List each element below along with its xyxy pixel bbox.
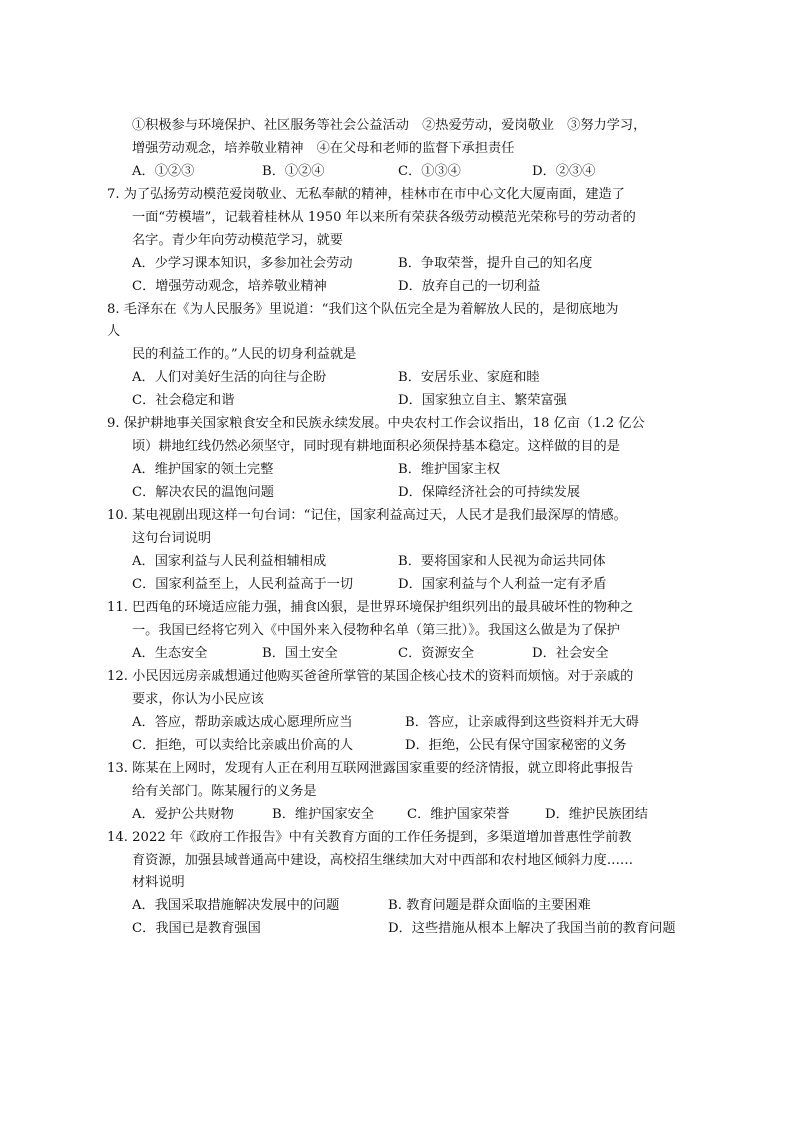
q6-option-c: C．①③④ xyxy=(398,164,461,179)
q9-stem-line1: 9. 保护耕地事关国家粮食安全和民族永续发展。中央农村工作会议指出，18 亿亩（1.2 亿公 xyxy=(107,416,645,431)
q8-option-d: D．国家独立自主、繁荣富强 xyxy=(398,393,567,408)
q12-stem-line1: 12. 小民因远房亲戚想通过他购买爸爸所掌管的某国企核心技术的资料而烦恼。对于亲戚的 xyxy=(107,669,634,684)
q6-option-b: B．①②④ xyxy=(262,164,325,179)
q8-stem-line1: 8. 毛泽东在《为人民服务》里说道：“我们这个队伍完全是为着解放人民的，是彻底地为 xyxy=(107,302,619,317)
q14-option-a: A．我国采取措施解决发展中的问题 xyxy=(132,898,340,913)
q9-option-a: A．维护国家的领土完整 xyxy=(132,462,274,477)
q14-option-b: B. 教育问题是群众面临的主要困难 xyxy=(388,898,591,913)
q7-stem-line3: 名字。青少年向劳动模范学习，就要 xyxy=(132,233,343,248)
q11-option-a: A．生态安全 xyxy=(132,646,208,661)
q7-option-a: A．少学习课本知识，多参加社会劳动 xyxy=(132,256,353,271)
q14-stem-line1: 14. 2022 年《政府工作报告》中有关教育方面的工作任务提到，多渠道增加普惠性学前教 xyxy=(107,830,632,845)
q14-stem-line3: 材料说明 xyxy=(132,875,185,890)
q11-option-d: D．社会安全 xyxy=(532,646,609,661)
q11-option-c: C．资源安全 xyxy=(398,646,475,661)
q13-option-d: D．维护民族团结 xyxy=(545,807,648,822)
q6-option-d: D．②③④ xyxy=(532,164,596,179)
q11-stem-line2: 一。我国已经将它列入《中国外来入侵物种名单（第三批）》。我国这么做是为了保护 xyxy=(132,623,620,638)
q12-stem-line2: 要求，你认为小民应该 xyxy=(132,692,264,707)
q7-option-b: B．争取荣誉，提升自己的知名度 xyxy=(398,256,593,271)
q6-option-a: A．①②③ xyxy=(132,164,195,179)
q9-option-d: D．保障经济社会的可持续发展 xyxy=(398,485,581,500)
q12-option-b: B．答应，让亲戚得到这些资料并无大碍 xyxy=(405,715,639,730)
q8-option-a: A．人们对美好生活的向往与企盼 xyxy=(132,370,327,385)
q14-option-d: D．这些措施从根本上解决了我国当前的教育问题 xyxy=(388,921,676,936)
q8-option-c: C．社会稳定和谐 xyxy=(132,393,235,408)
q10-option-d: D．国家利益与个人利益一定有矛盾 xyxy=(398,577,607,592)
q9-option-c: C．解决农民的温饱问题 xyxy=(132,485,274,500)
q8-stem-line1-wrap: 人 xyxy=(107,324,121,339)
q7-stem-line2: 一面“劳模墙”，记载着桂林从 1950 年以来所有荣获各级劳动模范光荣称号的劳动者的 xyxy=(132,210,636,225)
q13-option-a: A．爱护公共财物 xyxy=(132,807,234,822)
q7-option-d: D．放弃自己的一切利益 xyxy=(398,279,541,294)
q10-option-b: B．要将国家和人民视为命运共同体 xyxy=(398,554,606,569)
q6-statements-line2: 增强劳动观念，培养敬业精神 ④在父母和老师的监督下承担责任 xyxy=(132,141,515,156)
q13-option-c: C．维护国家荣誉 xyxy=(407,807,510,822)
q14-option-c: C．我国已是教育强国 xyxy=(132,921,261,936)
q13-stem-line2: 给有关部门。陈某履行的义务是 xyxy=(132,784,317,799)
q10-stem-line2: 这句台词说明 xyxy=(132,531,212,546)
q9-option-b: B．维护国家主权 xyxy=(398,462,501,477)
q9-stem-line2: 顷）耕地红线仍然必须坚守，同时现有耕地面积必须保持基本稳定。这样做的目的是 xyxy=(132,439,620,454)
q13-option-b: B．维护国家安全 xyxy=(272,807,375,822)
q10-stem-line1: 10. 某电视剧出现这样一句台词：“记住，国家利益高过天，人民才是我们最深厚的情感。 xyxy=(107,508,627,523)
q6-statements-line1: ①积极参与环境保护、社区服务等社会公益活动 ②热爱劳动，爱岗敬业 ③努力学习， xyxy=(132,118,647,133)
q12-option-d: D．拒绝，公民有保守国家秘密的义务 xyxy=(405,738,627,753)
q12-option-a: A．答应，帮助亲戚达成心愿理所应当 xyxy=(132,715,353,730)
q7-option-c: C．增强劳动观念，培养敬业精神 xyxy=(132,279,327,294)
q11-stem-line1: 11. 巴西龟的环境适应能力强，捕食凶狠，是世界环境保护组织列出的最具破坏性的物种之 xyxy=(107,600,634,615)
q7-stem-line1: 7. 为了弘扬劳动模范爱岗敬业、无私奉献的精神，桂林市在市中心文化大厦南面，建造了 xyxy=(107,187,625,202)
q10-option-c: C．国家利益至上，人民利益高于一切 xyxy=(132,577,354,592)
q13-stem-line1: 13. 陈某在上网时，发现有人正在利用互联网泄露国家重要的经济情报，就立即将此事报告 xyxy=(107,761,634,776)
q10-option-a: A．国家利益与人民利益相辅相成 xyxy=(132,554,327,569)
q11-option-b: B．国土安全 xyxy=(262,646,338,661)
q12-option-c: C．拒绝，可以卖给比亲戚出价高的人 xyxy=(132,738,354,753)
q14-stem-line2: 育资源，加强县域普通高中建设，高校招生继续加大对中西部和农村地区倾斜力度…… xyxy=(132,853,634,868)
q8-stem-line2: 民的利益工作的。”人民的切身利益就是 xyxy=(132,347,357,362)
q8-option-b: B．安居乐业、家庭和睦 xyxy=(398,370,540,385)
